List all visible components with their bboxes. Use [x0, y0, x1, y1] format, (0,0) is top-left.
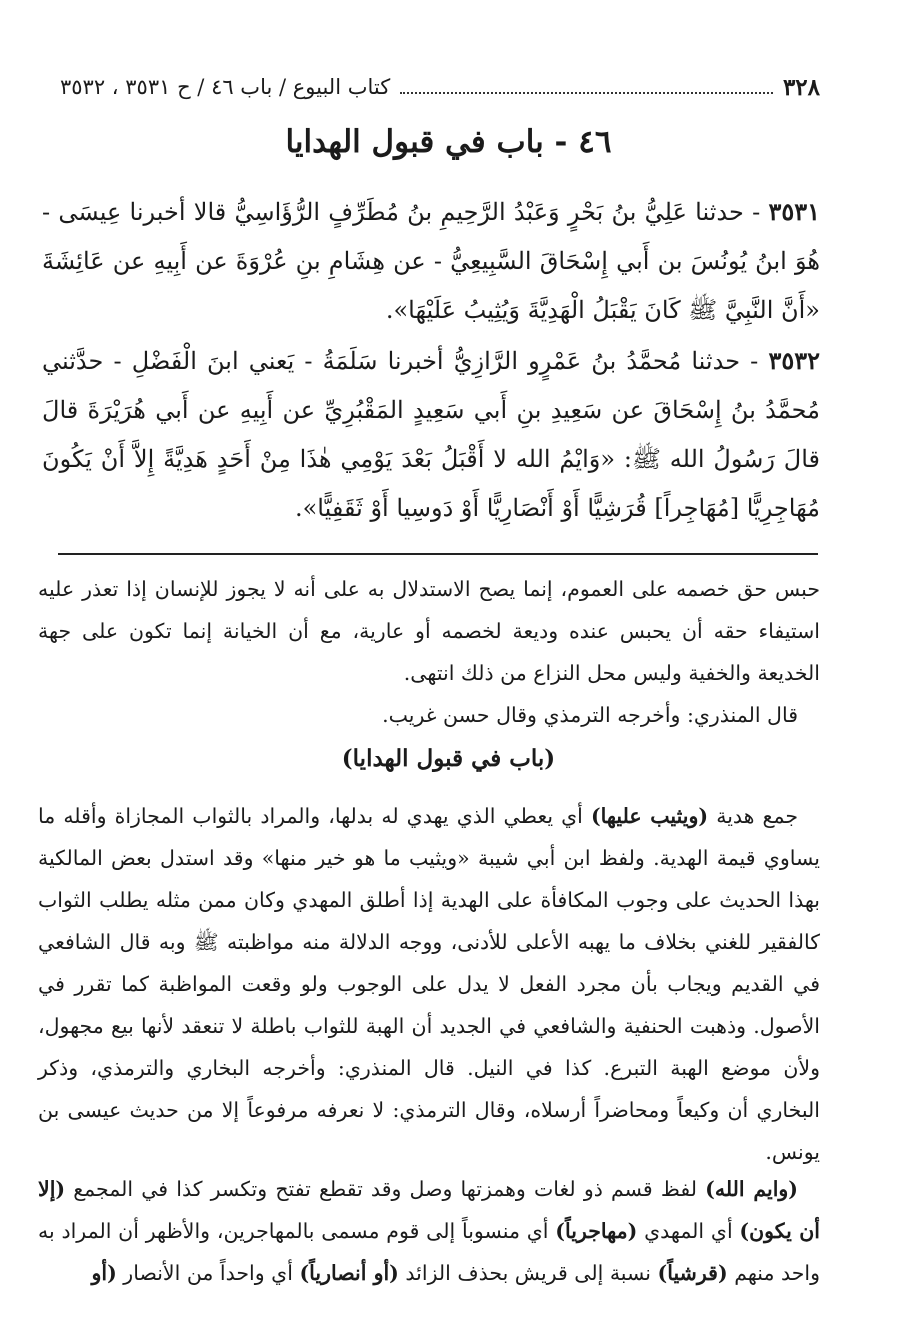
- header-dotted-leader: [400, 92, 773, 94]
- commentary-text: أي واحداً من الأنصار: [123, 1261, 293, 1285]
- commentary-keyword: (أو أنصارياً): [299, 1261, 399, 1285]
- page-number: ٣٢٨: [782, 73, 820, 101]
- commentary-keyword: (مهاجرياً): [555, 1219, 638, 1243]
- hadith-3531: [42, 187, 820, 335]
- commentary-paragraph: [38, 568, 820, 736]
- hadith-number: ٣٥٣٢: [768, 346, 820, 375]
- commentary-keyword: (قرشياً): [657, 1261, 728, 1285]
- commentary-text: نسبة إلى قريش بحذف الزائد: [405, 1261, 651, 1285]
- commentary-text: جمع هدية: [716, 804, 798, 828]
- hadith-text: - حدثنا عَلِيُّ بنُ بَحْرٍ وَعَبْدُ الرَّحِيمِ بنُ مُطَرِّفٍ الرُّؤَاسِيُّ قالا أخبرنا عِيسَى - هُوَ ابنُ يُونُسَ بن أَبي إِسْحَاقَ السَّبِيعِيُّ - عن هِشَامِ بنِ عُرْوَةَ عن أَبِيهِ عن عَائِشَةَ «أَنَّ النَّبِيَّ ﷺ كَانَ يَقْبَلُ الْهَدِيَّةَ وَيُثِيبُ عَلَيْهَا».: [42, 198, 820, 324]
- hadith-3532: [42, 336, 820, 533]
- commentary-text: أي المهدي: [644, 1219, 733, 1243]
- hadith-number: ٣٥٣١: [768, 197, 820, 226]
- commentary-paragraph: [38, 1168, 820, 1294]
- commentary-keyword: (أو: [91, 1261, 117, 1285]
- commentary-note: قال المنذري: وأخرجه الترمذي وقال حسن غريب.: [382, 703, 798, 727]
- commentary-text: أي يعطي الذي يهدي له بدلها، والمراد بالثواب المجازاة وأقله ما يساوي قيمة الهدية. ولفظ ابن أبي شيبة «ويثيب ما هو خير منها» وقد استدل بعض المالكية بهذا الحديث على وجوب المكافأة على الهدية إذا أطلق المهدي وكان ممن مثله يطلب الثواب كالفقير للغني بخلاف ما يهبه الأعلى للأدنى، ووجه الدلالة منه مواظبته ﷺ وبه قال الشافعي في القديم ويجاب بأن مجرد الفعل لا يدل على الوجوب ولو وقعت المواظبة كما تقرر في الأصول. وذهبت الحنفية والشافعي في الجديد أن الهبة للثواب باطلة لا تنعقد لأنها بيع مجهول، ولأن موضع الهبة التبرع. كذا في النيل. قال المنذري: وأخرجه البخاري والترمذي، وذكر البخاري أن وكيعاً ومحاضراً أرسلاه، وقال الترمذي: لا نعرفه مرفوعاً إلا من حديث عيسى بن يونس.: [38, 804, 820, 1164]
- commentary-text: حبس حق خصمه على العموم، إنما يصح الاستدلال به على أنه لا يجوز للإنسان إذا تعذر عليه استيفاء حقه أن يحبس عنده وديعة لخصمه أو عارية، مع أن الخيانة إنما تكون على جهة الخديعة والخفية وليس محل النزاع من ذلك انتهى.: [38, 577, 820, 685]
- commentary-keyword: (وايم الله): [705, 1177, 798, 1201]
- footnote-divider: [58, 553, 818, 555]
- commentary-paragraph: [38, 795, 820, 1173]
- commentary-section-title: (باب في قبول الهدايا): [341, 745, 556, 772]
- commentary-keyword: (إلا أن يكون): [38, 1177, 820, 1243]
- page-header: [60, 70, 820, 104]
- running-title: كتاب البيوع / باب ٤٦ / ح ٣٥٣١ ، ٣٥٣٢: [60, 75, 391, 99]
- chapter-title: ٤٦ - باب في قبول الهدايا: [285, 124, 612, 160]
- commentary-keyword: (ويثيب عليها): [590, 804, 709, 828]
- commentary-text: أي منسوباً إلى قوم مسمى بالمهاجرين، والأظهر أن المراد به واحد منهم: [38, 1219, 820, 1285]
- commentary-text: لفظ قسم ذو لغات وهمزتها وصل وقد تقطع تفتح وتكسر كذا في المجمع: [73, 1177, 697, 1201]
- hadith-text: - حدثنا مُحمَّدُ بنُ عَمْرٍو الرَّازِيُّ أخبرنا سَلَمَةُ - يَعني ابنَ الْفَضْلِ - حدَّثني مُحمَّدُ بنُ إِسْحَاقَ عن سَعِيدِ بنِ أَبي سَعِيدٍ المَقْبُرِيِّ عن أَبِيهِ عن أَبي هُرَيْرَةَ قالَ قالَ رَسُولُ الله ﷺ: «وَايْمُ الله لا أَقْبَلُ بَعْدَ يَوْمِي هٰذَا مِنْ أَحَدٍ هَدِيَّةً إِلاَّ أَنْ يَكُونَ مُهَاجِرِيًّا [مُهَاجِراً] قُرَشِيًّا أَوْ أَنْصَارِيًّا أَوْ دَوسِيا أَوْ ثَقَفِيًّا».: [42, 347, 820, 522]
